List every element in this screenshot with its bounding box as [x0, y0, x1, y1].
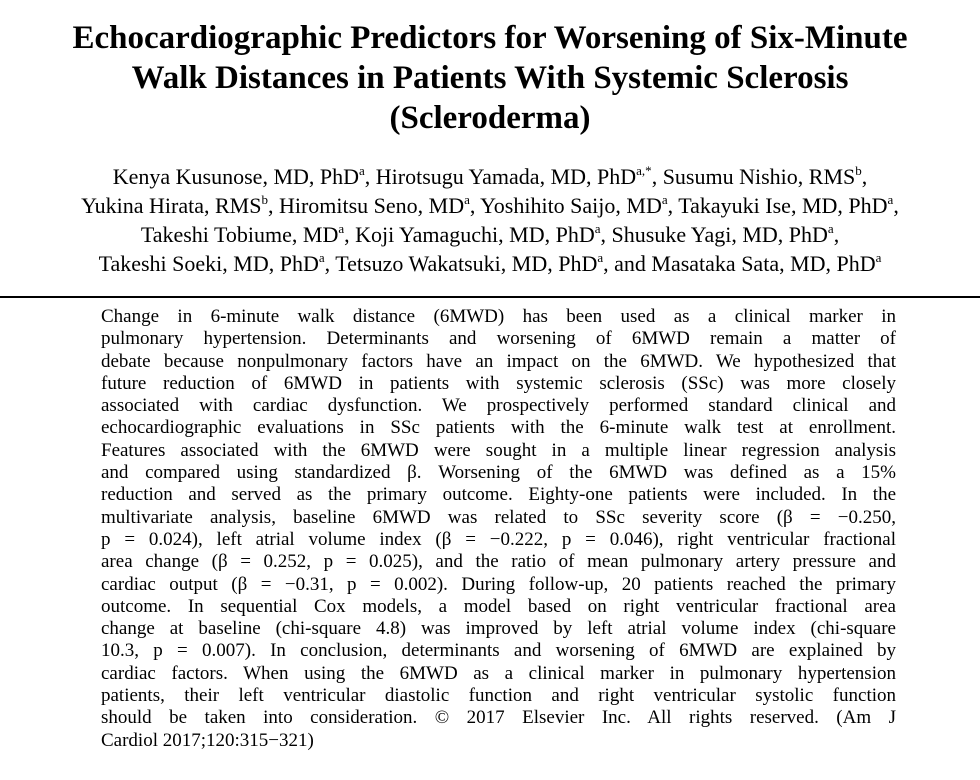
author-name: Takayuki Ise, MD, PhD	[678, 193, 888, 218]
author-name: Yukina Hirata, RMS	[81, 193, 262, 218]
author-affiliation: a	[597, 249, 604, 265]
author-affiliation: b	[855, 162, 862, 178]
author-name: Hirotsugu Yamada, MD, PhD	[375, 164, 637, 189]
author-affiliation: b	[261, 191, 268, 207]
section-divider	[0, 296, 980, 298]
abstract-line: pulmonary hypertension. Determinants and worsening of 6MWD remain a matter of	[101, 328, 896, 350]
author-affiliation: a	[338, 220, 345, 236]
author-affiliation: a	[887, 191, 894, 207]
abstract-line: cardiac factors. When using the 6MWD as a clinical marker in pulmonary hypertension	[101, 662, 896, 684]
author-list	[0, 162, 980, 278]
author-line: Takeshi Tobiume, $MD^a$, Koji Yamaguchi, MD, PhD$^a$, Shusuke Yagi, MD, PhD$^a$,	[140, 220, 840, 247]
author-affiliation: a	[464, 191, 470, 207]
author-name: Susumu Nishio, RMS	[662, 164, 856, 189]
abstract-line: echocardiographic evaluations in SSc patients with the 6-minute walk test at enrollment.	[101, 417, 896, 439]
abstract-line: reduction and served as the primary outcome. Eighty-one patients were included. In the	[101, 484, 896, 506]
title-line: Walk Distances in Patients With Systemic Sclerosis	[131, 60, 849, 96]
title-line: Echocardiographic Predictors for Worsening of Six-Minute	[72, 20, 908, 56]
author-name: Yoshihito Saijo, MD	[480, 193, 662, 218]
abstract	[101, 306, 896, 752]
abstract-line: Cardiol 2017;120:315−321)	[101, 729, 314, 751]
title-line: (Scleroderma)	[389, 100, 591, 136]
abstract-line: 10.3, p = 0.007). In conclusion, determinants and worsening of 6MWD are explained by	[101, 640, 896, 662]
abstract-line: Features associated with the 6MWD were sought in a multiple linear regression analysis	[101, 439, 896, 461]
abstract-line: outcome. In sequential Cox models, a model based on right ventricular fractional area	[101, 595, 896, 617]
author-line: Kenya Kusunose, MD, PhD$^a$, Hirotsugu Yamada, MD, PhD$^{a,*}$, Susumu Nishio, RMS$^b$,	[112, 162, 868, 189]
author-name: Koji Yamaguchi, MD, PhD	[355, 222, 595, 247]
author-line: Takeshi Soeki, MD, PhD$^a$, Tetsuzo Wakatsuki, MD, PhD$^a$, and Masataka Sata, MD, PhD$^a$	[98, 249, 882, 276]
author-name: Takeshi Soeki, MD, PhD	[98, 251, 319, 276]
author-name: Kenya Kusunose, MD, PhD	[112, 164, 360, 189]
abstract-line: multivariate analysis, baseline 6MWD was related to SSc severity score (β = −0.250,	[101, 506, 896, 528]
abstract-line: associated with cardiac dysfunction. We prospectively performed standard clinical and	[101, 395, 896, 417]
author-affiliation: a	[827, 220, 834, 236]
author-line: Yukina Hirata, RMS$^b$, Hiromitsu Seno, $MD^a$, Yoshihito Saijo, $MD^a$, Takayuki Ise, MD, PhD$^a$,	[81, 191, 899, 218]
abstract-line: patients, their left ventricular diastolic function and right ventricular systolic function	[101, 685, 896, 707]
abstract-line: p = 0.024), left atrial volume index (β = −0.222, p = 0.046), right ventricular fractional	[101, 528, 896, 550]
author-affiliation: a	[318, 249, 325, 265]
author-name: Tetsuzo Wakatsuki, MD, PhD	[335, 251, 598, 276]
author-affiliation: a	[359, 162, 365, 178]
author-name: Shusuke Yagi, MD, PhD	[611, 222, 828, 247]
author-affiliation: a	[594, 220, 601, 236]
author-name: Hiromitsu Seno, MD	[278, 193, 465, 218]
paper-title	[0, 18, 980, 138]
abstract-line: area change (β = 0.252, p = 0.025), and the ratio of mean pulmonary artery pressure and	[101, 551, 896, 573]
author-affiliation: a	[661, 191, 668, 207]
abstract-line: change at baseline (chi-square 4.8) was improved by left atrial volume index (chi-square	[101, 618, 896, 640]
abstract-line: Change in 6-minute walk distance (6MWD) has been used as a clinical marker in	[101, 306, 896, 327]
author-name: Masataka Sata, MD, PhD	[651, 251, 876, 276]
abstract-line: and compared using standardized β. Worsening of the 6MWD was defined as a 15%	[101, 462, 896, 484]
author-affiliation: a	[875, 249, 882, 265]
author-name: Takeshi Tobiume, MD	[140, 222, 339, 247]
abstract-line: should be taken into consideration. © 2017 Elsevier Inc. All rights reserved. (Am J	[101, 707, 896, 729]
abstract-line: debate because nonpulmonary factors have an impact on the 6MWD. We hypothesized that	[101, 350, 896, 372]
abstract-line: future reduction of 6MWD in patients with systemic sclerosis (SSc) was more closely	[101, 372, 896, 394]
author-affiliation: a,*	[636, 162, 652, 178]
abstract-line: cardiac output (β = −0.31, p = 0.002). During follow-up, 20 patients reached the primary	[101, 573, 896, 595]
